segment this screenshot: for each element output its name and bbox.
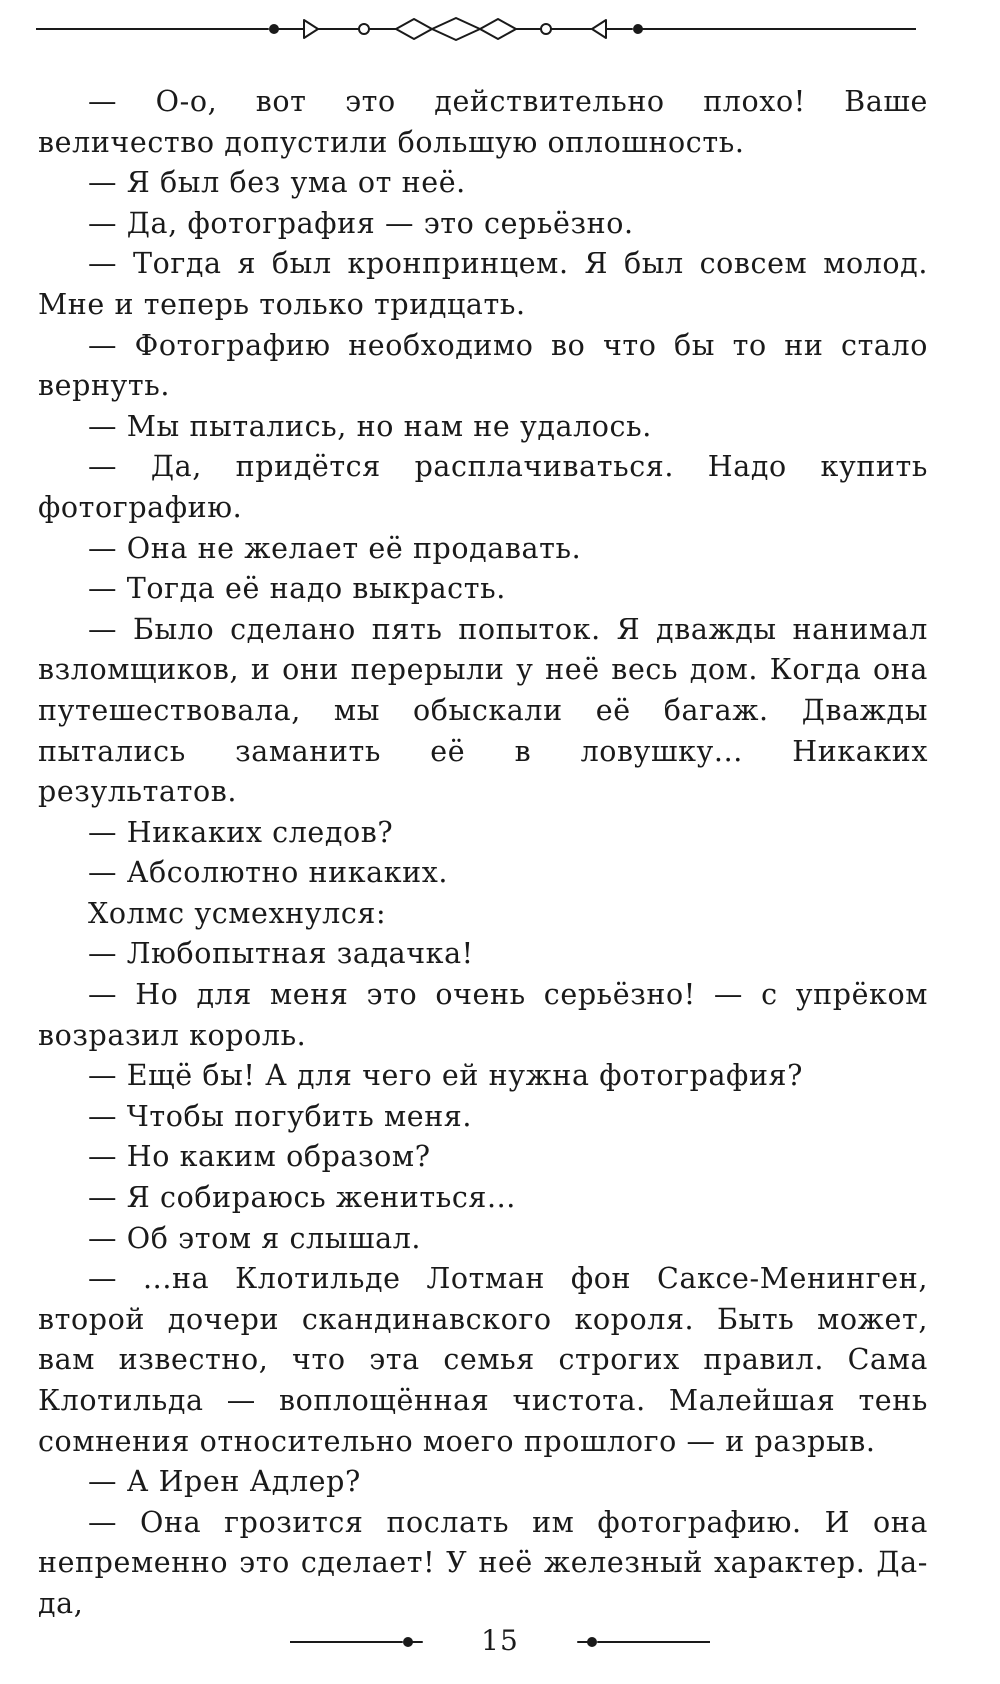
- paragraph: — Я собираюсь жениться...: [88, 1181, 516, 1215]
- paragraph: — Об этом я слышал.: [88, 1221, 422, 1255]
- page-number: 15: [481, 1624, 519, 1657]
- paragraph: — Абсолютно никаких.: [88, 856, 449, 890]
- paragraph: — Она не желает её продавать.: [88, 531, 582, 565]
- header-ornament-icon: [36, 12, 916, 46]
- paragraph: — Она грозится послать им фотографию. И она непременно это сделает! У неё железный характер. Да-да,: [38, 1505, 928, 1620]
- paragraph: — Чтобы погубить меня.: [88, 1099, 473, 1133]
- paragraph: — Любопытная задачка!: [88, 937, 474, 971]
- page-footer: [290, 1622, 710, 1662]
- paragraph: — Но для меня это очень серьёзно! — с упрёком возразил король.: [38, 978, 928, 1052]
- paragraph: — Я был без ума от неё.: [88, 166, 466, 200]
- paragraph: — А Ирен Адлер?: [88, 1465, 361, 1499]
- paragraph: — Мы пытались, но нам не удалось.: [88, 409, 652, 443]
- paragraph: — Тогда я был кронпринцем. Я был совсем молод. Мне и теперь только тридцать.: [38, 247, 928, 321]
- paragraph: — Ещё бы! А для чего ей нужна фотография?: [88, 1059, 804, 1093]
- paragraph: — Никаких следов?: [88, 815, 394, 849]
- paragraph: — Но каким образом?: [88, 1140, 431, 1174]
- body-text: [38, 82, 928, 1625]
- paragraph: — Да, придётся расплачиваться. Надо купить фотографию.: [38, 450, 928, 524]
- paragraph: — Было сделано пять попыток. Я дважды нанимал взломщиков, и они перерыли у неё весь дом. Когда она путешествовала, мы обыскали её багаж. Дважды пытались заманить её в ловушку... Никаких результатов.: [38, 612, 928, 809]
- paragraph: — Да, фотография — это серьёзно.: [88, 206, 634, 240]
- paragraph: — Тогда её надо выкрасть.: [88, 572, 506, 606]
- paragraph: — Фотографию необходимо во что бы то ни стало вернуть.: [38, 328, 928, 403]
- paragraph: — ...на Клотильде Лотман фон Саксе-Менинген, второй дочери скандинавского короля. Быть может, вам известно, что эта семья строгих правил. Сама Клотильда — воплощённая чистота. Малейшая тень сомнения относительно моего прошлого — и разрыв.: [38, 1262, 928, 1458]
- paragraph: Холмс усмехнулся:: [88, 896, 387, 930]
- paragraph: — О-о, вот это действительно плохо! Ваше величество допустили большую оплошность.: [38, 85, 928, 159]
